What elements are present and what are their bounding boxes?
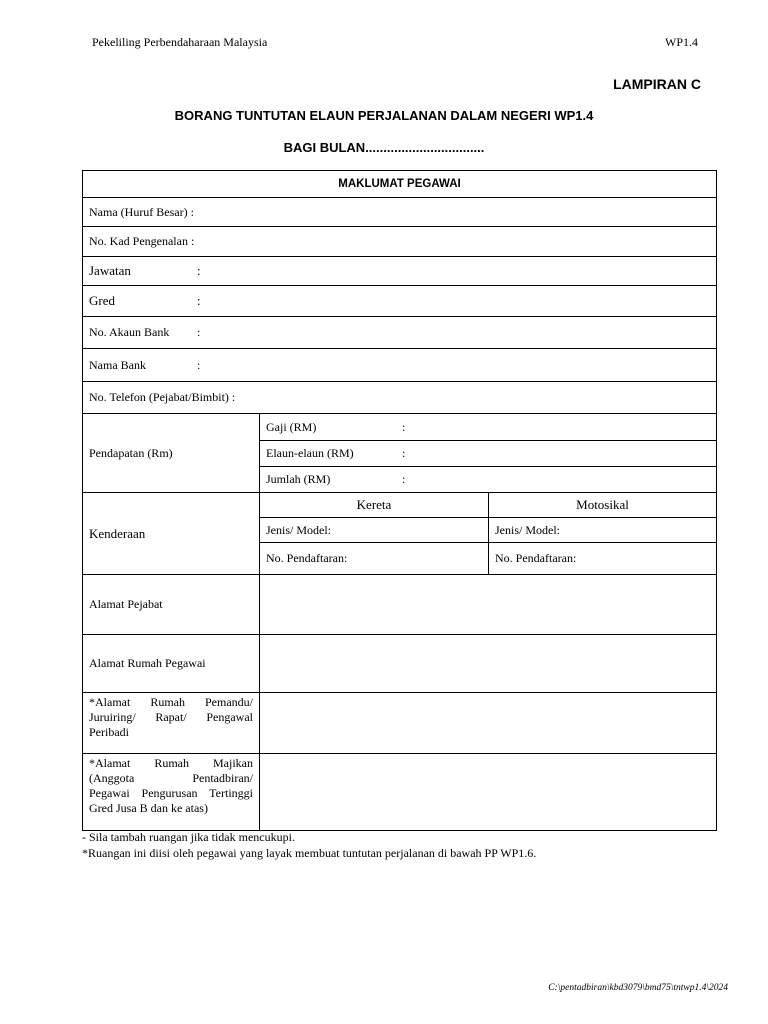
bank-field[interactable]: [83, 349, 717, 382]
nama-field[interactable]: [83, 198, 717, 227]
gred-label: Gred: [89, 293, 115, 308]
akaun-field[interactable]: [83, 317, 717, 349]
gred-colon: :: [197, 293, 201, 308]
gaji-label: Gaji (RM): [266, 419, 317, 434]
note-1: - Sila tambah ruangan jika tidak mencukupi.: [82, 830, 295, 844]
elaun-colon: :: [402, 446, 406, 460]
jumlah-label: Jumlah (RM): [266, 472, 331, 486]
alamat-pejabat-field[interactable]: [260, 575, 717, 635]
alamat-rumah-field[interactable]: [260, 635, 717, 693]
alamat-majikan-line4: Gred Jusa B dan ke atas): [89, 801, 208, 815]
telefon-label: No. Telefon (Pejabat/Bimbit) :: [89, 390, 236, 404]
alamat-rumah-label: Alamat Rumah Pegawai: [83, 635, 260, 693]
gred-field[interactable]: [83, 286, 717, 317]
jawatan-field[interactable]: [83, 257, 717, 286]
month-line: BAGI BULAN.................................: [283, 140, 485, 155]
kad-field[interactable]: [83, 227, 717, 257]
nama-label: Nama (Huruf Besar) :: [89, 204, 194, 219]
header-left: Pekeliling Perbendaharaan Malaysia: [92, 35, 268, 49]
jumlah-field[interactable]: [260, 467, 717, 493]
gaji-field[interactable]: [260, 414, 717, 441]
jawatan-colon: :: [197, 263, 201, 278]
motosikal-reg-field[interactable]: [489, 543, 717, 575]
jawatan-label: Jawatan: [89, 263, 131, 278]
motosikal-model-field[interactable]: [489, 518, 717, 543]
kereta-header: Kereta: [260, 493, 489, 518]
alamat-majikan-field[interactable]: [260, 754, 717, 831]
annex-label: LAMPIRAN C: [613, 76, 701, 92]
alamat-majikan-line1: *Alamat Rumah Majikan: [89, 756, 253, 770]
akaun-label: No. Akaun Bank: [89, 325, 170, 339]
elaun-field[interactable]: [260, 441, 717, 467]
kereta-model-label: Jenis/ Model:: [266, 522, 331, 537]
footer-path: C:\pentadbiran\kbd3079\bmd75\tntwp1.4\2024: [548, 983, 728, 993]
alamat-pemandu-label: [83, 693, 260, 754]
akaun-colon: :: [197, 325, 201, 339]
motosikal-reg-label: No. Pendaftaran:: [495, 551, 577, 565]
elaun-label: Elaun-elaun (RM): [266, 446, 354, 460]
gaji-colon: :: [402, 419, 406, 434]
alamat-pemandu-field[interactable]: [260, 693, 717, 754]
alamat-pemandu-line3: Peribadi: [89, 725, 129, 739]
kenderaan-label: Kenderaan: [83, 493, 260, 575]
bank-label: Nama Bank: [89, 357, 146, 372]
alamat-pemandu-line2: Juruiring/ Rapat/ Pengawal: [89, 710, 253, 724]
kereta-model-field[interactable]: [260, 518, 489, 543]
motosikal-model-label: Jenis/ Model:: [495, 522, 560, 537]
bank-colon: :: [197, 357, 201, 372]
jumlah-colon: :: [402, 472, 406, 486]
alamat-pemandu-line1: *Alamat Rumah Pemandu/: [89, 695, 253, 709]
kad-label: No. Kad Pengenalan :: [89, 234, 195, 248]
motosikal-header: Motosikal: [489, 493, 717, 518]
kereta-reg-field[interactable]: [260, 543, 489, 575]
pendapatan-label: Pendapatan (Rm): [83, 414, 260, 493]
alamat-pejabat-label: Alamat Pejabat: [83, 575, 260, 635]
header-right: WP1.4: [665, 35, 698, 49]
section-title: MAKLUMAT PEGAWAI: [83, 171, 717, 198]
telefon-field[interactable]: [83, 382, 717, 414]
officer-info-table: [82, 170, 717, 831]
alamat-majikan-line3: Pegawai Pengurusan Tertinggi: [89, 786, 253, 800]
note-2: *Ruangan ini diisi oleh pegawai yang layak membuat tuntutan perjalanan di bawah PP WP1.6.: [82, 846, 537, 860]
alamat-majikan-label: [83, 754, 260, 831]
notes: [82, 829, 536, 861]
kereta-reg-label: No. Pendaftaran:: [266, 551, 348, 565]
alamat-majikan-line2: (Anggota Pentadbiran/: [89, 771, 253, 785]
form-title: BORANG TUNTUTAN ELAUN PERJALANAN DALAM NEGERI WP1.4: [174, 108, 594, 123]
